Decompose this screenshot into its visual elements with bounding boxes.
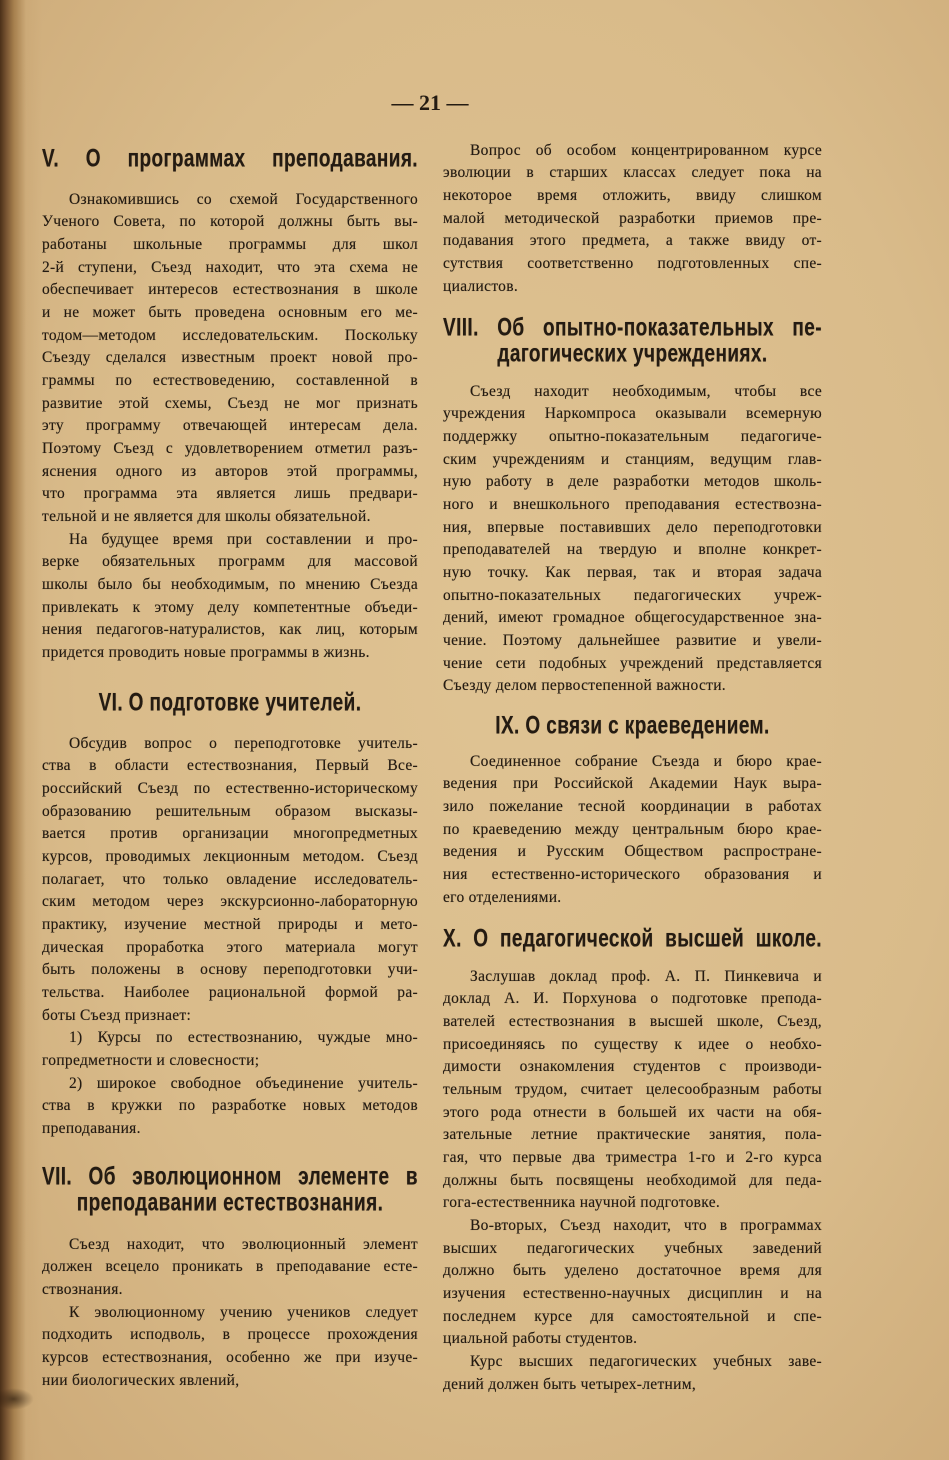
text-line: ния, впервые поставивших дело переподготовки <box>443 518 822 536</box>
text-line: ную точку. Как первая, так и вторая задача <box>443 563 822 581</box>
text-line: V. О программах преподавания. <box>42 145 418 173</box>
text-line: 1) Курсы по естествознанию, чуждые мно- <box>69 1029 418 1047</box>
text-line: подходить исподволь, в процессе прохождения <box>42 1326 418 1344</box>
text-line: ведения при Российской Академии Наук выра- <box>443 775 822 793</box>
section-body-ix <box>443 751 822 910</box>
text-line: придется проводить новые программы в жизнь. <box>42 643 370 661</box>
text-line: чение. Поэтому дальнейшее развитие и увели- <box>443 631 822 649</box>
text-line: Заслушав доклад проф. А. П. Пинкевича и <box>470 967 822 985</box>
text-line: тельной и не является для школы обязательной. <box>42 507 371 525</box>
text-line: нения педагогов-натуралистов, как лиц, которым <box>42 621 418 639</box>
text-line: 2-й ступени, Съезд находит, что эта схема не <box>42 258 418 276</box>
text-line: Поэтому Съезд с удовлетворением отметил разъ- <box>42 439 418 457</box>
paragraph <box>42 1234 418 1302</box>
paragraph <box>443 140 822 299</box>
text-line: ским учреждениям и станциям, ведущим глав- <box>443 450 822 468</box>
text-line: чение сети подобных учреждений представляется <box>443 654 822 672</box>
text-line: Вопрос об особом концентрированном курсе <box>470 141 822 159</box>
paragraph <box>443 1351 822 1396</box>
text-line: дагогических учреждениях. <box>497 340 768 369</box>
text-line: развитие этой схемы, Съезд не мог признать <box>42 394 418 412</box>
text-line: преподавания. <box>42 1119 141 1137</box>
page-binding-edge <box>0 0 42 1460</box>
text-line: Съезд находит необходимым, чтобы все <box>470 382 822 400</box>
text-line: образованию решительным образом высказы- <box>42 802 418 820</box>
text-line: Во-вторых, Съезд находит, что в программах <box>470 1216 822 1234</box>
text-line: ведения и Русским Обществом распростране- <box>443 843 822 861</box>
text-line: боты Съезд признает: <box>42 1006 192 1024</box>
section-heading-viii <box>443 316 822 369</box>
text-line: циалистов. <box>443 277 519 295</box>
text-line: тодом—методом исследовательским. Поскольку <box>42 326 418 344</box>
section-heading-ix <box>443 714 822 741</box>
text-line: полагает, что только овладение исследователь- <box>42 870 418 888</box>
section-body-vi <box>42 733 418 1141</box>
ink-smudge <box>0 1388 34 1410</box>
text-line: Ученого Совета, по которой должны быть вы- <box>42 213 418 231</box>
text-line: доклад А. И. Порхунова о подготовке препода- <box>443 990 822 1008</box>
section-body-vii-continued <box>443 140 822 299</box>
text-line: верке обязательных программ для массовой <box>42 553 418 571</box>
paragraph <box>42 1073 418 1141</box>
text-line: яснения одного из авторов этой программы, <box>42 462 418 480</box>
text-line: вается против организации многопредметных <box>42 825 418 843</box>
text-line: ствознания. <box>42 1281 123 1298</box>
text-line: ским методом через экскурсионно-лабораторную <box>42 893 418 911</box>
text-line: тельства. Наиболее рациональной формой ра- <box>42 983 418 1001</box>
paragraph <box>42 1027 418 1072</box>
text-line: школы было бы необходимым, по мнению Съезда <box>42 575 418 593</box>
text-line: нии биологических явлений, <box>42 1371 240 1389</box>
text-line: Съезд находит, что эволюционный элемент <box>69 1235 418 1253</box>
paragraph <box>443 381 822 698</box>
text-line: ния естественно-исторического образования и <box>443 865 822 883</box>
section-heading-vi <box>42 691 418 718</box>
text-line: малой методической разработки приемов пре- <box>443 209 822 227</box>
text-line: последнем курсе для самостоятельной и спе- <box>443 1307 822 1325</box>
text-line: циальной работы студентов. <box>443 1330 638 1348</box>
paragraph <box>42 1302 418 1393</box>
text-line: X. О педагогической высшей школе. <box>443 925 822 953</box>
text-line: вателей естествознания в высшей школе, Съезд, <box>443 1013 822 1030</box>
text-line: гая, что первые два триместра 1-го и 2-го курса <box>443 1148 822 1166</box>
text-line: должен всецело проникать в преподавание есте- <box>42 1258 418 1276</box>
text-line: ного и внешкольного преподавания естествозна- <box>443 495 822 513</box>
text-line: Обсудив вопрос о переподготовке учитель- <box>69 734 418 752</box>
paragraph <box>42 529 418 665</box>
text-line: VIII. Об опытно-показательных пе- <box>443 314 822 342</box>
paragraph <box>42 733 418 1028</box>
text-line: присоединяясь по существу к идее о необхо- <box>443 1035 822 1053</box>
text-line: Соединенное собрание Съезда и бюро крае- <box>470 752 822 770</box>
text-line: что программа эта является лишь предвари- <box>42 485 418 503</box>
text-line: привлекать к этому делу компетентные объеди- <box>42 598 418 616</box>
text-line: дений должен быть четырех-летним, <box>443 1375 697 1393</box>
text-line: эту программу отвечающей интересам дела. <box>42 417 418 435</box>
text-line: димости ознакомления студентов с производи- <box>443 1058 822 1076</box>
text-line: зило пожелание тесной координации в работах <box>443 798 822 815</box>
text-line: гога-естественника научной подготовке. <box>443 1194 721 1212</box>
text-line: и не может быть проведена основным его ме- <box>42 303 418 321</box>
text-line: дений, имеют громадное общегосударственное зна- <box>443 609 822 627</box>
text-line: На будущее время при составлении и про- <box>69 530 418 548</box>
paragraph <box>42 189 418 529</box>
text-line: Съезду сделался известным проект новой про- <box>42 349 418 367</box>
section-body-x <box>443 966 822 1396</box>
text-line: подавания этого предмета, а также ввиду от- <box>443 232 822 250</box>
text-line: обеспечивает интересов естествознания в школе <box>42 281 418 299</box>
text-line: преподавании естествознания. <box>76 1189 384 1218</box>
text-line: учреждения Наркомпроса оказывали всемерную <box>443 405 822 423</box>
text-line: быть положены в основу переподготовки учи- <box>42 961 418 979</box>
text-line: курсов, проводимых лекционным методом. Съезд <box>42 847 418 865</box>
paragraph <box>443 1215 822 1351</box>
section-body-viii <box>443 381 822 698</box>
text-line: поддержку опытно-показательным педагогиче- <box>443 428 822 445</box>
text-line: его отделениями. <box>443 888 562 906</box>
text-line: должно быть уделено достаточное время для <box>443 1262 822 1280</box>
text-line: тельным трудом, считает целесообразным работы <box>443 1080 822 1098</box>
text-line: должны быть посвящены необходимой для педа- <box>443 1171 822 1189</box>
text-line: Курс высших педагогических учебных заве- <box>470 1352 822 1370</box>
text-line: ную работу в деле разработки методов школь- <box>443 473 822 491</box>
text-line: К эволюционному учению учеников следует <box>69 1303 418 1321</box>
text-line: ства в кружки по разработке новых методов <box>42 1097 418 1115</box>
page-number: — 21 — <box>391 90 469 115</box>
paragraph <box>443 966 822 1215</box>
text-line: опытно-показательных педагогических учреж- <box>443 586 822 604</box>
text-line: российский Съезд по естественно-историческому <box>42 780 418 797</box>
section-heading-vii <box>42 1165 418 1218</box>
section-body-v <box>42 189 418 665</box>
text-line: сутствия соответственно подготовленных спе- <box>443 254 822 272</box>
paragraph <box>443 751 822 910</box>
section-body-vii <box>42 1234 418 1393</box>
text-line: ства в области естествознания, Первый Все- <box>42 757 418 775</box>
text-line: 2) широкое свободное объединение учитель- <box>69 1074 418 1092</box>
text-line: Съезду делом первостепенной важности. <box>443 677 726 695</box>
text-line: преподавателей на твердую и вполне конкрет- <box>443 541 822 559</box>
text-line: некоторое время отложить, ввиду слишком <box>443 187 822 204</box>
text-line: VI. О подготовке учителей. <box>98 689 362 717</box>
section-heading-x <box>443 927 822 954</box>
text-line: практику, изучение местной природы и мето- <box>42 915 418 933</box>
text-line: работаны школьные программы для школ <box>42 236 418 253</box>
text-line: дическая проработка этого материала могут <box>42 938 418 956</box>
text-line: гопредметности и словесности; <box>42 1051 260 1069</box>
text-line: эволюции в старших классах следует пока на <box>443 164 822 182</box>
text-line: IX. О связи с краеведением. <box>495 712 770 740</box>
text-line: Ознакомившись со схемой Государственного <box>69 190 418 208</box>
text-line: зательные летние практические занятия, пола- <box>443 1126 822 1144</box>
text-line: этого рода отнести в большей их части на обя- <box>443 1103 822 1121</box>
text-line: по краеведению между центральным бюро крае- <box>443 820 822 838</box>
text-line: VII. Об эволюционном элементе в <box>42 1163 418 1191</box>
text-line: граммы по естествоведению, составленной в <box>42 371 418 389</box>
text-line: высших педагогических учебных заведений <box>443 1239 822 1257</box>
text-line: курсов естествознания, особенно же при изуче- <box>42 1348 418 1366</box>
text-line: изучения естественно-научных дисциплин и на <box>443 1284 822 1302</box>
section-heading-v <box>42 147 418 174</box>
